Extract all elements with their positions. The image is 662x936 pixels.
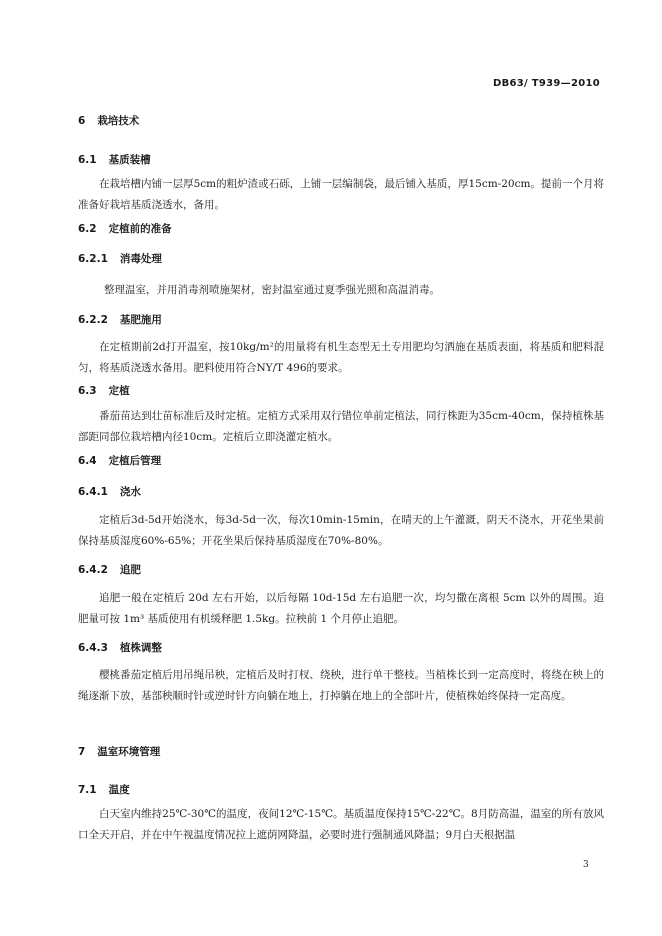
paragraph: 定植后3d-5d开始浇水，每3d-5d一次，每次10min-15min，在晴天的上午灌溉，阴天不浇水，开花坐果前保持基质湿度60%-65%；开花坐果后保持基质湿度在70%-80%。 [78, 514, 604, 547]
section-heading [78, 251, 162, 266]
section-number: 6 [78, 115, 86, 127]
section-number: 6.1 [78, 154, 97, 166]
section-number: 7 [78, 746, 86, 758]
section-number: 6.4.2 [78, 564, 108, 576]
section-heading [78, 383, 130, 398]
section-number: 6.3 [78, 385, 97, 397]
section-number: 6.4.3 [78, 642, 108, 654]
section-title: 定植 [108, 385, 130, 397]
section-title: 植株调整 [119, 642, 162, 654]
page-number: 3 [583, 860, 589, 870]
section-number: 6.2.1 [78, 253, 108, 265]
section-heading [78, 562, 141, 577]
section-number: 6.2.2 [78, 314, 108, 326]
section-heading [78, 484, 141, 499]
section-number: 6.4.1 [78, 486, 108, 498]
section-heading [78, 640, 162, 655]
section-title: 温度 [108, 784, 130, 796]
paragraph: 整理温室，并用消毒剂喷施架材，密封温室通过夏季强光照和高温消毒。 [104, 284, 440, 296]
section-title: 浇水 [119, 486, 141, 498]
paragraph: 白天室内维持25℃-30℃的温度，夜间12℃-15℃。基质温度保持15℃-22℃。8月防高温，温室的所有放风口全天开启，并在中午视温度情况拉上遮荫网降温，必要时进行强制通风降温；9月白天根据温 [78, 808, 604, 841]
section-heading [78, 221, 172, 236]
section-title: 消毒处理 [119, 253, 162, 265]
section-title: 栽培技术 [97, 115, 140, 127]
section-heading [78, 453, 161, 468]
section-heading [78, 113, 139, 128]
section-title: 定植前的准备 [108, 223, 172, 235]
section-title: 追肥 [119, 564, 141, 576]
section-heading [78, 744, 160, 759]
paragraph: 在栽培槽内铺一层厚5cm的粗炉渣或石砾，上铺一层编制袋，最后铺入基质，厚15cm-20cm。提前一个月将准备好栽培基质浇透水，备用。 [78, 178, 604, 211]
paragraph: 在定植期前2d打开温室，按10kg/m²的用量将有机生态型无土专用肥均匀洒施在基质表面，将基质和肥料混匀，将基质浇透水备用。肥料使用符合NY/T 496的要求。 [78, 341, 604, 374]
paragraph: 追肥一般在定植后 20d 左右开始，以后每隔 10d-15d 左右追肥一次，均匀撒在离根 5cm 以外的周围。追肥量可按 1m³ 基质使用有机缓释肥 1.5kg。拉秧前 1 个月停止追肥。 [78, 592, 604, 625]
section-number: 7.1 [78, 784, 97, 796]
section-title: 温室环境管理 [97, 746, 161, 758]
section-heading [78, 782, 130, 797]
section-title: 基肥施用 [119, 314, 162, 326]
section-heading [78, 152, 151, 167]
paragraph: 番茄苗达到壮苗标准后及时定植。定植方式采用双行错位单前定植法，同行株距为35cm-40cm，保持植株基部距同部位栽培槽内径10cm。定植后立即浇灌定植水。 [78, 410, 604, 443]
section-heading [78, 312, 162, 327]
paragraph: 樱桃番茄定植后用吊绳吊秧，定植后及时打杈、绕秧，进行单干整枝。当植株长到一定高度时，将绕在秧上的绳逐渐下放，基部秧顺时针或逆时针方向躺在地上，打掉躺在地上的全部叶片，使植株始终保持一定高度。 [78, 669, 604, 702]
section-title: 定植后管理 [108, 455, 162, 467]
section-title: 基质装槽 [108, 154, 151, 166]
section-number: 6.2 [78, 223, 97, 235]
section-number: 6.4 [78, 455, 97, 467]
standard-code: DB63/ T939—2010 [493, 78, 600, 89]
